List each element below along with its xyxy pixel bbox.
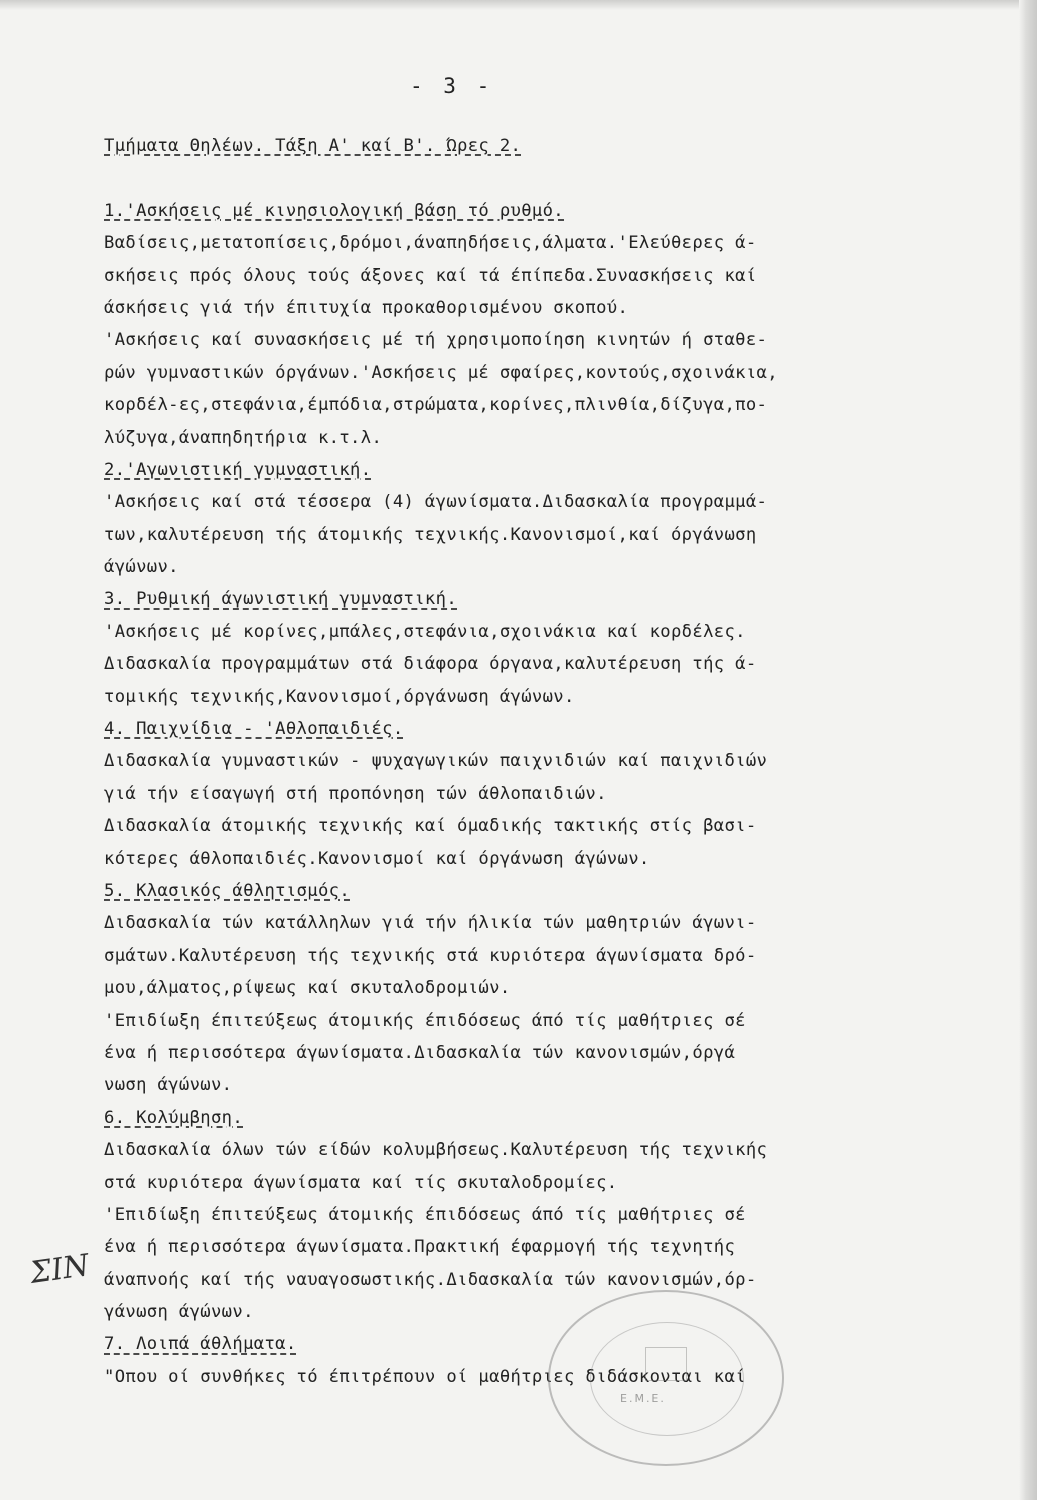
text-line: σμάτων.Καλυτέρευση τής τεχνικής στά κυριότερα άγωνίσματα δρό- — [104, 945, 757, 966]
subsection-heading-4: 4. Παιχνίδια - 'Αθλοπαιδιές. — [104, 719, 404, 740]
text-line: Διδασκαλία προγραμμάτων στά διάφορα όργανα,καλυτέρευση τής ά- — [104, 654, 757, 675]
text-line: στά κυριότερα άγωνίσματα καί τίς σκυταλοδρομίες. — [104, 1172, 618, 1193]
text-line: Βαδίσεις,μετατοπίσεις,δρόμοι,άναπηδήσεις,άλματα.'Ελεύθερες ά- — [104, 233, 757, 254]
text-line: άγώνων. — [104, 557, 179, 578]
text-line: μου,άλματος,ρίψεως καί σκυταλοδρομιών. — [104, 978, 511, 999]
page-top-edge — [0, 0, 1037, 10]
text-line: ρών γυμναστικών όργάνων.'Ασκήσεις μέ σφαίρες,κοντούς,σχοινάκια, — [104, 362, 778, 383]
text-line: 'Ασκήσεις καί συνασκήσεις μέ τή χρησιμοποίηση κινητών ή σταθε- — [104, 330, 768, 351]
blank-line — [104, 162, 934, 194]
page-right-edge — [1019, 0, 1037, 1500]
page-number: - 3 - — [410, 74, 494, 98]
text-line: 'Ασκήσεις μέ κορίνες,μπάλες,στεφάνια,σχοινάκια καί κορδέλες. — [104, 621, 746, 642]
text-line: "Οπου οί συνθήκες τό έπιτρέπουν οί μαθήτριες διδάσκονται καί — [104, 1366, 746, 1387]
text-line: γάνωση άγώνων. — [104, 1302, 254, 1323]
text-line: Διδασκαλία γυμναστικών - ψυχαγωγικών παιχνιδιών καί παιχνιδιών — [104, 751, 768, 772]
text-line: 'Επιδίωξη έπιτεύξεως άτομικής έπιδόσεως άπό τίς μαθήτριες σέ — [104, 1204, 746, 1225]
text-line: ένα ή περισσότερα άγωνίσματα.Διδασκαλία τών κανονισμών,όργά — [104, 1042, 736, 1063]
text-line: 'Επιδίωξη έπιτεύξεως άτομικής έπιδόσεως άπό τίς μαθήτριες σέ — [104, 1010, 746, 1031]
text-line: κορδέλ-ες,στεφάνια,έμπόδια,στρώματα,κορίνες,πλινθία,δίζυγα,πο- — [104, 395, 768, 416]
subsection-heading-3: 3. Ρυθμική άγωνιστική γυμναστική. — [104, 589, 458, 610]
text-line: άσκήσεις γιά τήν έπιτυχία προκαθορισμένου σκοπού. — [104, 297, 629, 318]
text-line: νωση άγώνων. — [104, 1075, 233, 1096]
stamp-text: Ε.Μ.Ε. — [620, 1392, 666, 1405]
text-line: τομικής τεχνικής,Κανονισμοί,όργάνωση άγώνων. — [104, 686, 575, 707]
text-line: άναπνοής καί τής ναυαγοσωστικής.Διδασκαλία τών κανονισμών,όρ- — [104, 1269, 757, 1290]
text-line: λύζυγα,άναπηδητήρια κ.τ.λ. — [104, 427, 383, 448]
text-line: των,καλυτέρευση τής άτομικής τεχνικής.Κανονισμοί,καί όργάνωση — [104, 524, 757, 545]
typed-text-body — [104, 130, 934, 1393]
subsection-heading-1: 1.'Ασκήσεις μέ κινησιολογική βάση τό ρυθμό. — [104, 200, 565, 221]
stamp-emblem-icon — [645, 1347, 687, 1381]
margin-handwritten-note: ΣΙΝ — [27, 1248, 92, 1291]
official-stamp — [548, 1290, 784, 1466]
text-line: σκήσεις πρός όλους τούς άξονες καί τά έπίπεδα.Συνασκήσεις καί — [104, 265, 757, 286]
text-line: κότερες άθλοπαιδιές.Κανονισμοί καί όργάνωση άγώνων. — [104, 848, 650, 869]
subsection-heading-5: 5. Κλασικός άθλητισμός. — [104, 880, 351, 901]
text-line: Διδασκαλία όλων τών είδών κολυμβήσεως.Καλυτέρευση τής τεχνικής — [104, 1140, 768, 1161]
text-line: 'Ασκήσεις καί στά τέσσερα (4) άγωνίσματα.Διδασκαλία προγραμμά- — [104, 492, 768, 513]
subsection-heading-2: 2.'Αγωνιστική γυμναστική. — [104, 459, 372, 480]
text-line: γιά τήν είσαγωγή στή προπόνηση τών άθλοπαιδιών. — [104, 783, 607, 804]
subsection-heading-7: 7. Λοιπά άθλήματα. — [104, 1334, 297, 1355]
text-line: Διδασκαλία άτομικής τεχνικής καί όμαδικής τακτικής στίς βασι- — [104, 816, 757, 837]
section-title: Τμήματα Θηλέων. Τάξη Α' καί Β'. Ώρες 2. — [104, 136, 522, 156]
text-line: Διδασκαλία τών κατάλληλων γιά τήν ήλικία τών μαθητριών άγωνι- — [104, 913, 757, 934]
subsection-heading-6: 6. Κολύμβηση. — [104, 1107, 244, 1128]
text-line: ένα ή περισσότερα άγωνίσματα.Πρακτική έφαρμογή τής τεχνητής — [104, 1237, 736, 1258]
